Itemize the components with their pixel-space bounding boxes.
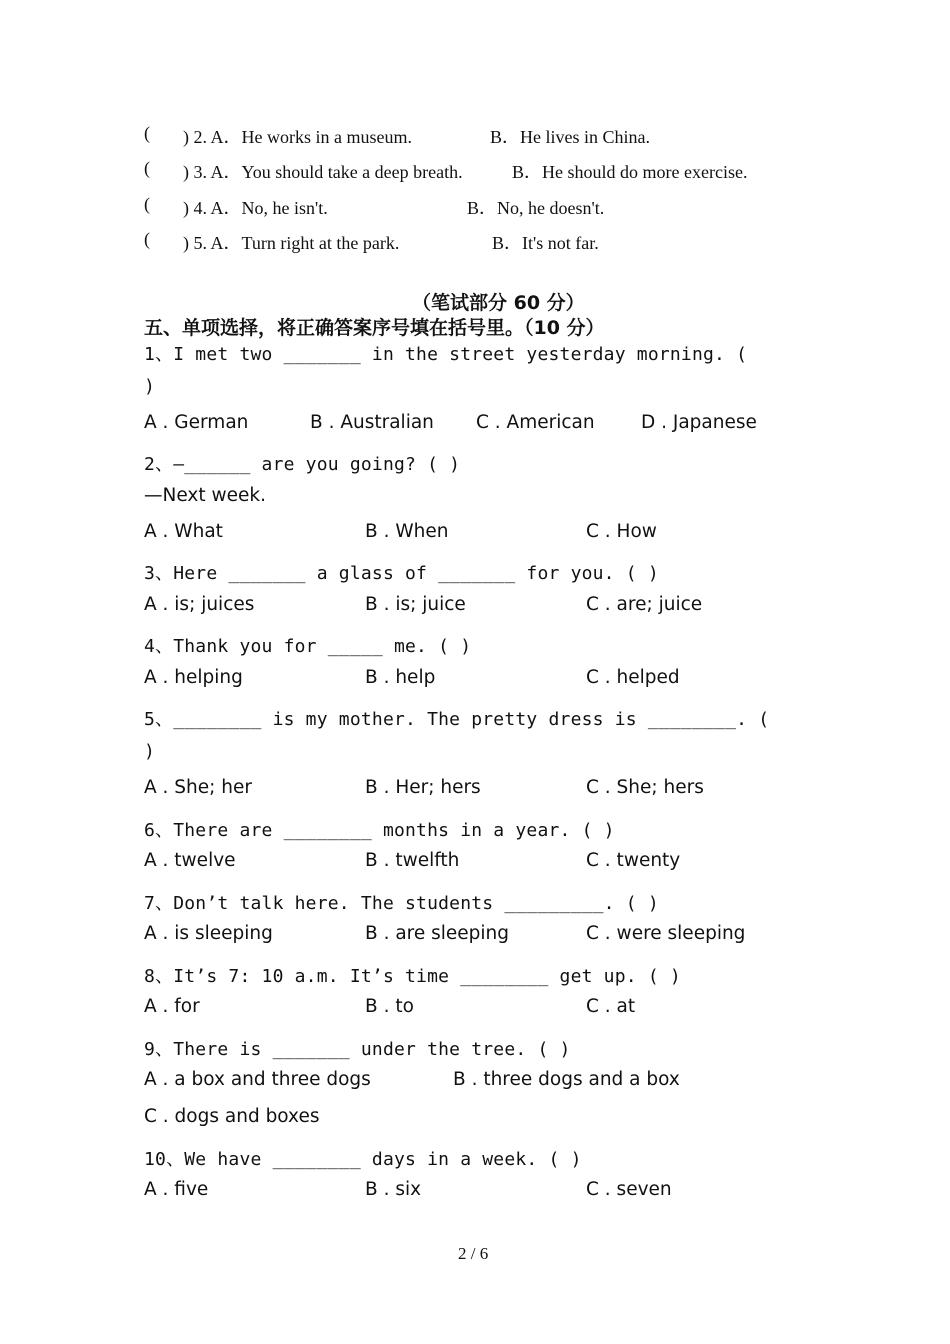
question-6-option-b: B . twelfth bbox=[365, 850, 460, 871]
question-9-option-c: C . dogs and boxes bbox=[144, 1106, 320, 1127]
question-3-option-a: A . is; juices bbox=[144, 594, 255, 615]
question-1-option-b: B . Australian bbox=[310, 412, 434, 433]
option-a: ) 5. A．Turn right at the park. bbox=[183, 233, 400, 253]
question-10-stem: 10、We have ________ days in a week. ( ) bbox=[144, 1149, 582, 1170]
question-8-option-a: A . for bbox=[144, 996, 200, 1017]
answer-paren: ( bbox=[144, 229, 150, 249]
question-1-option-c: C . American bbox=[476, 412, 595, 433]
answer-paren: ( bbox=[144, 123, 150, 143]
question-5-option-a: A . She; her bbox=[144, 777, 252, 798]
question-1-paren-close: ) bbox=[144, 376, 156, 397]
question-7-option-c: C . were sleeping bbox=[586, 923, 746, 944]
listening-item-4 bbox=[144, 194, 605, 218]
question-3-option-b: B . is; juice bbox=[365, 594, 466, 615]
question-2-stem: 2、—______ are you going? ( ) bbox=[144, 454, 461, 475]
listening-item-2 bbox=[144, 123, 650, 147]
listening-item-5 bbox=[144, 229, 599, 253]
section-title: 五、单项选择，将正确答案序号填在括号里。（10 分） bbox=[144, 317, 605, 339]
answer-paren: ( bbox=[144, 194, 150, 214]
question-5-stem: 5、________ is my mother. The pretty dress is ________. ( bbox=[144, 709, 770, 730]
question-10-option-b: B . six bbox=[365, 1179, 422, 1200]
question-10-option-a: A . five bbox=[144, 1179, 209, 1200]
question-7-stem: 7、Don’t talk here. The students _________. ( ) bbox=[144, 893, 659, 914]
written-part-title: （笔试部分 60 分） bbox=[412, 292, 585, 314]
question-1-stem: 1、I met two _______ in the street yesterday morning. ( bbox=[144, 344, 748, 365]
question-8-option-b: B . to bbox=[365, 996, 414, 1017]
question-6-stem: 6、There are ________ months in a year. ( ) bbox=[144, 820, 615, 841]
question-2-option-b: B . When bbox=[365, 521, 449, 542]
question-4-option-a: A . helping bbox=[144, 667, 243, 688]
option-a: ) 4. A．No, he isn't. bbox=[183, 198, 328, 218]
question-3-stem: 3、Here _______ a glass of _______ for you. ( ) bbox=[144, 563, 659, 584]
answer-paren: ( bbox=[144, 158, 150, 178]
question-7-option-b: B . are sleeping bbox=[365, 923, 510, 944]
question-5-option-c: C . She; hers bbox=[586, 777, 704, 798]
question-6-option-a: A . twelve bbox=[144, 850, 236, 871]
option-b: B．No, he doesn't. bbox=[467, 198, 605, 218]
question-8-option-c: C . at bbox=[586, 996, 636, 1017]
question-5-option-b: B . Her; hers bbox=[365, 777, 481, 798]
page-number: 2 / 6 bbox=[458, 1244, 489, 1263]
question-2-option-a: A . What bbox=[144, 521, 223, 542]
question-10-option-c: C . seven bbox=[586, 1179, 672, 1200]
question-7-option-a: A . is sleeping bbox=[144, 923, 273, 944]
option-a: ) 2. A．He works in a museum. bbox=[183, 127, 412, 147]
question-8-stem: 8、It’s 7: 10 a.m. It’s time ________ get up. ( ) bbox=[144, 966, 681, 987]
question-4-stem: 4、Thank you for _____ me. ( ) bbox=[144, 636, 472, 657]
question-1-option-a: A . German bbox=[144, 412, 249, 433]
question-4-option-c: C . helped bbox=[586, 667, 680, 688]
question-2-option-c: C . How bbox=[586, 521, 657, 542]
option-b: B．It's not far. bbox=[492, 233, 599, 253]
question-9-option-a: A . a box and three dogs bbox=[144, 1069, 371, 1090]
question-2-reply: —Next week. bbox=[144, 485, 266, 506]
option-b: B．He should do more exercise. bbox=[512, 162, 748, 182]
listening-item-3 bbox=[144, 158, 748, 182]
option-a: ) 3. A．You should take a deep breath. bbox=[183, 162, 463, 182]
question-6-option-c: C . twenty bbox=[586, 850, 681, 871]
question-9-stem: 9、There is _______ under the tree. ( ) bbox=[144, 1039, 571, 1060]
question-1-option-d: D . Japanese bbox=[641, 412, 757, 433]
question-4-option-b: B . help bbox=[365, 667, 436, 688]
option-b: B．He lives in China. bbox=[490, 127, 650, 147]
question-5-paren-close: ) bbox=[144, 741, 156, 762]
question-3-option-c: C . are; juice bbox=[586, 594, 703, 615]
question-9-option-b: B . three dogs and a box bbox=[453, 1069, 680, 1090]
